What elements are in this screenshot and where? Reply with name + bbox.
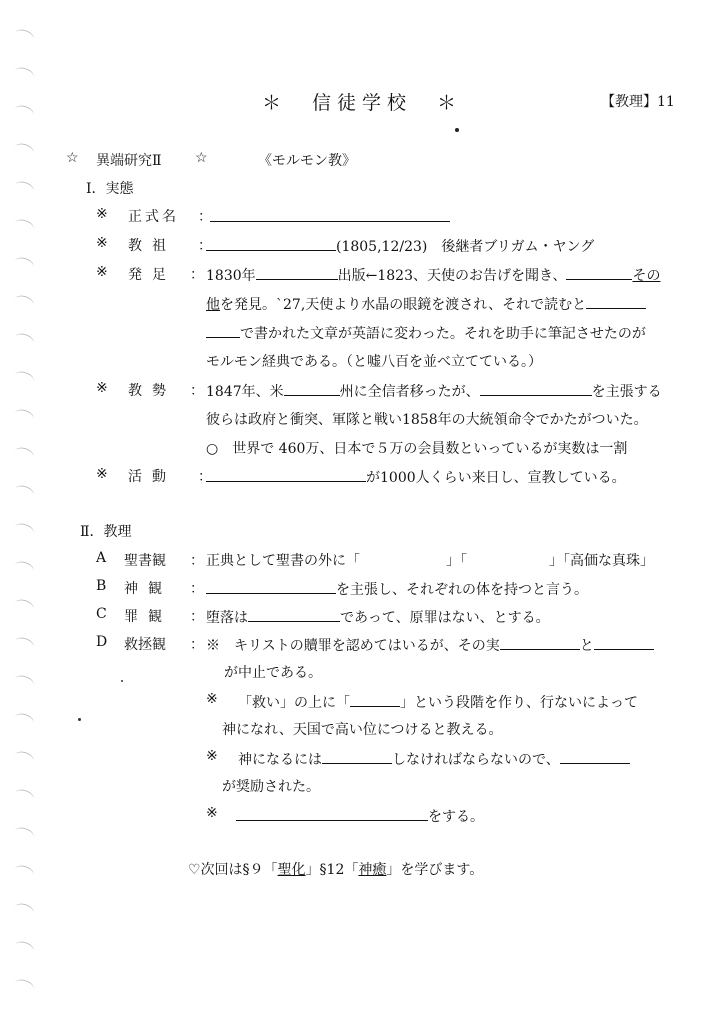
page-title: ＊ 信徒学校 ＊ xyxy=(261,92,462,114)
origin-text-1: 出版←1823、天使のお告げを聞き、 xyxy=(337,268,567,284)
salvation-line-4: 神になれ、天国で高い位につけると教える。 xyxy=(222,722,503,738)
origin-text-3: で書かれた文章が英語に変わった。それを助手に筆記させたのが xyxy=(240,326,646,342)
salvation-text-1b: と xyxy=(579,638,594,654)
god-label: 神観 xyxy=(124,581,172,597)
salvation-mark-3: ※ xyxy=(206,748,218,764)
section-title-star-left: ☆ xyxy=(66,150,79,166)
binder-hole-mark xyxy=(12,711,35,730)
sin-line xyxy=(206,606,550,627)
lesson-label: 【教理】11 xyxy=(601,94,675,110)
origin-colon: ： xyxy=(190,267,204,283)
salvation-text-1a: ※ キリストの贖罪を認めてはいるが、その実 xyxy=(206,638,500,654)
binder-hole-mark xyxy=(12,65,35,84)
sin-text-b: であって、原罪はない、とする。 xyxy=(340,610,550,626)
section-subject: 《モルモン教》 xyxy=(258,153,356,169)
origin-line-1 xyxy=(206,264,660,285)
origin-mark: ※ xyxy=(96,264,108,280)
origin-text-1-end: その xyxy=(632,268,661,284)
activity-line xyxy=(206,466,626,487)
growth-text-1a: 1847年、米 xyxy=(206,384,284,400)
section-title-star-right: ☆ xyxy=(195,150,208,166)
formal-name-colon: ： xyxy=(198,209,212,225)
successor: 後継者ブリガム・ヤング xyxy=(441,239,595,255)
binder-hole-mark xyxy=(12,597,35,616)
salvation-text-2a: 「救い」の上に「 xyxy=(238,695,350,711)
scripture-label: 聖書観 xyxy=(124,553,166,569)
growth-label: 教勢 xyxy=(128,383,176,399)
formal-name-mark: ※ xyxy=(96,206,108,222)
salvation-label: 救拯観 xyxy=(124,637,166,653)
binder-hole-mark xyxy=(12,255,35,274)
formal-name-label: 正式名 xyxy=(128,209,179,225)
formal-name-line xyxy=(210,206,450,226)
salvation-text-3a: 神になるには xyxy=(238,752,322,768)
binder-hole-mark xyxy=(12,179,35,198)
salvation-line-6: が奨励された。 xyxy=(222,779,320,795)
binder-hole-mark xyxy=(12,483,35,502)
god-colon: ： xyxy=(190,581,204,597)
growth-colon: ： xyxy=(190,383,204,399)
activity-text: が1000人くらい来日し、宣教している。 xyxy=(366,470,626,486)
section-title: 異端研究Ⅱ xyxy=(96,153,162,169)
sin-label: 罪観 xyxy=(124,609,172,625)
salvation-text-2b: 」という段階を作り、行ないによって xyxy=(400,695,638,711)
growth-line-3: ○ 世界で 460万、日本で５万の会員数といっているが実数は一割 xyxy=(206,441,628,457)
binder-hole-mark xyxy=(12,559,35,578)
god-mark: B xyxy=(96,578,107,594)
binder-hole-mark xyxy=(12,141,35,160)
speck-mark xyxy=(121,680,123,682)
growth-text-1c: を主張する xyxy=(591,384,662,400)
scripture-line xyxy=(206,550,654,570)
founder-dates: (1805,12/23) xyxy=(336,239,428,255)
origin-other: 他 xyxy=(206,297,220,313)
growth-mark: ※ xyxy=(96,380,108,396)
salvation-line-5 xyxy=(238,748,630,769)
salvation-colon: ： xyxy=(190,637,204,653)
binder-hole-mark xyxy=(12,939,35,958)
founder-line xyxy=(206,235,594,256)
scripture-mark: A xyxy=(96,550,107,566)
origin-label: 発足 xyxy=(128,267,176,283)
binder-hole-mark xyxy=(12,445,35,464)
origin-text-2: を発見。`27,天使より水晶の眼鏡を渡され、それで読むと xyxy=(220,297,587,313)
salvation-mark-4: ※ xyxy=(206,805,218,821)
salvation-line-1 xyxy=(206,634,654,655)
growth-text-1b: 州に全信者移ったが、 xyxy=(339,384,480,400)
scripture-text-b: 」「 xyxy=(446,553,467,569)
salvation-mark: D xyxy=(96,634,108,650)
binder-hole-mark xyxy=(12,27,35,46)
god-text: を主張し、それぞれの体を持つと言う。 xyxy=(336,582,588,598)
sin-text-a: 堕落は xyxy=(206,610,248,626)
scripture-text-a: 正典として聖書の外に「 xyxy=(206,553,360,569)
speck-mark xyxy=(78,718,81,721)
founder-colon: ： xyxy=(198,238,212,254)
founder-mark: ※ xyxy=(96,235,108,251)
scripture-text-c: 」「高価な真珠」 xyxy=(549,553,654,569)
salvation-line-2: が中止である。 xyxy=(224,665,322,681)
part2-heading: Ⅱ．教理 xyxy=(80,524,132,540)
salvation-line-7 xyxy=(236,805,484,826)
salvation-text-4a: をする。 xyxy=(428,809,484,825)
origin-line-2 xyxy=(206,293,646,314)
binder-hole-mark xyxy=(12,863,35,882)
binder-hole-mark xyxy=(12,293,35,312)
salvation-line-3 xyxy=(238,691,638,712)
salvation-mark-2: ※ xyxy=(206,691,218,707)
binder-hole-mark xyxy=(12,635,35,654)
sin-mark: C xyxy=(96,606,107,622)
activity-colon: ： xyxy=(198,469,212,485)
origin-line-4: モルモン経典である。（と嘘八百を並べ立てている。） xyxy=(206,354,542,370)
binder-hole-mark xyxy=(12,787,35,806)
binder-hole-mark xyxy=(12,825,35,844)
binder-hole-mark xyxy=(12,407,35,426)
binder-hole-mark xyxy=(12,977,35,996)
binder-hole-mark xyxy=(12,331,35,350)
binder-hole-mark xyxy=(12,901,35,920)
binder-hole-mark xyxy=(12,673,35,692)
dot-mark xyxy=(455,128,459,132)
growth-line-2: 彼らは政府と衝突、軍隊と戦い1858年の大統領命令でかたがついた。 xyxy=(206,412,648,428)
founder-label: 教祖 xyxy=(128,238,176,254)
heart-icon: ♡ xyxy=(188,862,201,878)
binder-hole-mark xyxy=(12,521,35,540)
binder-hole-mark xyxy=(12,749,35,768)
salvation-text-3b: しなければならないので、 xyxy=(392,752,560,768)
growth-line-1 xyxy=(206,380,662,401)
binder-hole-mark xyxy=(12,217,35,236)
god-line xyxy=(206,578,588,599)
footer-note: ♡次回は§９「聖化」§12「神癒」を学びます。 xyxy=(188,862,484,878)
binder-hole-mark xyxy=(12,369,35,388)
activity-label: 活動 xyxy=(128,469,176,485)
part1-heading: Ⅰ．実態 xyxy=(86,181,134,197)
sin-colon: ： xyxy=(190,609,204,625)
scripture-colon: ： xyxy=(190,553,204,569)
origin-line-3 xyxy=(206,322,646,343)
activity-mark: ※ xyxy=(96,466,108,482)
origin-year: 1830年 xyxy=(206,268,256,284)
